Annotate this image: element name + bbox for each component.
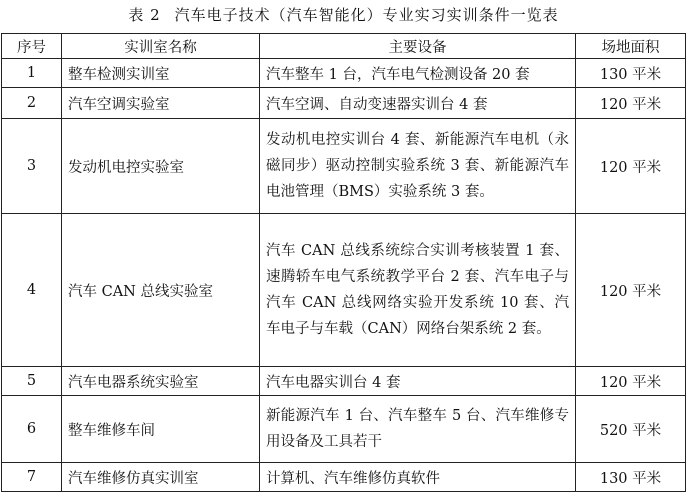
- cell-room-name: 汽车电器系统实验室: [62, 367, 260, 396]
- cell-serial-number: 5: [2, 367, 62, 396]
- cell-area: 520 平米: [576, 396, 686, 463]
- header-main-equipment: 主要设备: [260, 34, 576, 59]
- cell-room-name: 整车维修车间: [62, 396, 260, 463]
- header-site-area: 场地面积: [576, 34, 686, 59]
- training-conditions-table: [1, 33, 686, 492]
- table-title: 汽车电子技术（汽车智能化）专业实习实训条件一览表: [174, 6, 559, 24]
- table-row: [2, 367, 686, 396]
- cell-room-name: 汽车 CAN 总线实验室: [62, 214, 260, 367]
- cell-room-name: 汽车空调实验室: [62, 88, 260, 119]
- cell-equipment: 新能源汽车 1 台、汽车整车 5 台、汽车维修专用设备及工具若干: [260, 396, 576, 463]
- cell-serial-number: 2: [2, 88, 62, 119]
- table-row: [2, 59, 686, 88]
- header-room-name: 实训室名称: [62, 34, 260, 59]
- cell-equipment: 汽车空调、自动变速器实训台 4 套: [260, 88, 576, 119]
- cell-area: 120 平米: [576, 119, 686, 214]
- table-row: [2, 88, 686, 119]
- cell-equipment: 汽车电器实训台 4 套: [260, 367, 576, 396]
- cell-area: 120 平米: [576, 88, 686, 119]
- cell-serial-number: 3: [2, 119, 62, 214]
- table-row: [2, 463, 686, 492]
- cell-area: 120 平米: [576, 367, 686, 396]
- cell-room-name: 发动机电控实验室: [62, 119, 260, 214]
- cell-room-name: 汽车维修仿真实训室: [62, 463, 260, 492]
- cell-serial-number: 7: [2, 463, 62, 492]
- cell-area: 130 平米: [576, 463, 686, 492]
- cell-equipment: 计算机、汽车维修仿真软件: [260, 463, 576, 492]
- table-caption: [0, 4, 687, 26]
- cell-area: 120 平米: [576, 214, 686, 367]
- cell-equipment: 汽车 CAN 总线系统综合实训考核装置 1 套、速腾轿车电气系统教学平台 2 套、汽车电子与汽车 CAN 总线网络实验开发系统 10 套、汽车电子与车载（CAN）网络台架系统 2 套。: [260, 214, 576, 367]
- cell-serial-number: 4: [2, 214, 62, 367]
- header-serial-number: 序号: [2, 34, 62, 59]
- cell-equipment: 汽车整车 1 台，汽车电气检测设备 20 套: [260, 59, 576, 88]
- table-header-row: [2, 34, 686, 59]
- cell-serial-number: 6: [2, 396, 62, 463]
- cell-serial-number: 1: [2, 59, 62, 88]
- cell-room-name: 整车检测实训室: [62, 59, 260, 88]
- cell-area: 130 平米: [576, 59, 686, 88]
- cell-equipment: 发动机电控实训台 4 套、新能源汽车电机（永磁同步）驱动控制实验系统 3 套、新能源汽车电池管理（BMS）实验系统 3 套。: [260, 119, 576, 214]
- table-row: [2, 214, 686, 367]
- table-row: [2, 396, 686, 463]
- table-row: [2, 119, 686, 214]
- table-number: 表 2: [128, 6, 161, 24]
